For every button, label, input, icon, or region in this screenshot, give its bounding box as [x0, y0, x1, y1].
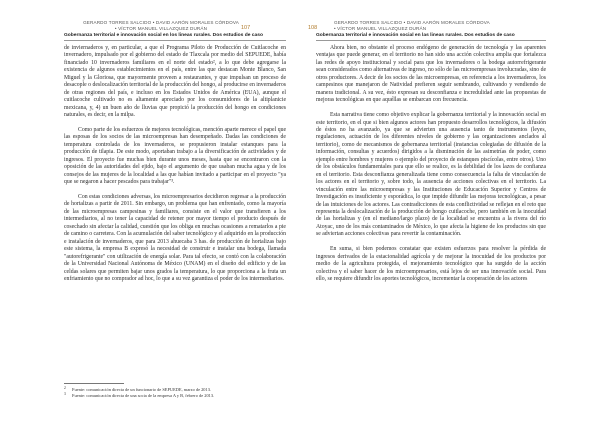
left-header-authors: [64, 20, 286, 32]
left-header-rule: [64, 40, 286, 41]
left-page-number: 107: [241, 25, 251, 31]
right-paragraph-1: Ahora bien, no obstante el proceso endógeno de generación de tecnología y las aparentes ventajas que puede generar, en el territorio no han sido una acción colectiva amplia que fortalezca las redes de apoyo institucional y social para que los invernadores o la bodega autorrefrigerante sean considerados como alternativas de ingreso, no sólo de las microempresas involucradas, sino de otros productores. A decir de los socios de las microempresas, en referencia a los invernaderos, los campesinos que manejaron de Natividad prefieren seguir sembrando, cultivando y vendiendo de manera tradicional. A su vez, ésto expresan su desconfianza e incredulidad ante las propuestas de mejoras tecnológicas en que aquéllas se embarcan con frecuencia.: [316, 45, 546, 104]
footnote-3: 3 Fuente: comunicación directa de una socia de la empresa A y B, febrero de 2013.: [64, 391, 215, 398]
left-paragraph-3: Con estas condiciones adversas, los microempresarios decidieron regresar a la producción de hortalizas a partir de 2011. Sin embargo, un problema que han enfrentado, como la mayoría de las microempresas campesinas y familiares, consiste en el valor que transfieren a los intermediarios, al no tener la capacidad de retener por mayor tiempo el producto después de cosechado sin afectar la calidad, cuestión que los obliga en muchas ocasiones a rematarlos a pie de camino o carretera. Con la acumulación del saber tecnológico y el adquirido en la producción e instalación de invernaderos, que para 2013 ahuecaba 3 has. de producción de hortalizas bajo este sistema, la empresa B expresó la necesidad de construir e instalar una bodega, llamada "autorefrigerante" con utilización de energía solar. Para tal efecto, se contó con la colaboración de la Universidad Nacional Autónoma de México (UNAM) en el diseño del edificio y de las celdas solares que permiten bajar unos grados la temperatura, lo que proporciona a la fruta un enfriamiento que no comprador ad hoc, lo que a su vez garantiza el poder de los intermediarios.: [64, 194, 286, 283]
left-page-header: [64, 20, 286, 39]
left-header-title: Gobernanza territorial e innovación social en los lineas rurales. Dos estudios de caso: [64, 33, 263, 38]
right-paragraph-3: En suma, si bien podemos constatar que existen esfuerzos para resolver la pérdida de ingresos derivados de la estacionalidad agrícola y de mejorar la inocuidad de los productos por medio de la agricultura protegida, el mejoramiento tecnológico que ha surgido de la acción colectiva y el saber hacer de los microempresarios, está lejos de ser una innovación social. Para ello, se requiere difundir los aportes tecnológicos, incrementar la cooperación de los actores: [316, 246, 546, 283]
right-page-header: [316, 20, 546, 39]
right-page-number: 108: [308, 25, 318, 31]
right-header-title: Gobernanza territorial e innovación social en las lineas rurales. Dos estudios de caso: [316, 33, 515, 38]
right-header-authors-line-1: GERARDO TORRES SALCIDO • DAVID AARÓN MORALES CÓRDOVA: [334, 20, 490, 25]
left-paragraph-1: de inviernaderos y, en particular, a que el Programa Piloto de Producción de Cuitlacoche en invernadero, impulsado por el gobierno del estado de Tlaxcala por medio del SEPUEDE, había financiado 10 invernaderos familiares en el norte del estado², a lo que debe agregarse la existencia de algunos establecimientos en el país, entre las que destacan Monte Blanco, San Miguel y la Gloriosa, que mayormente proveen a restaurantes, y que impulsan un proceso de desacople o deslocalización territorial de la producción del hongo, al producirse en invernaderos de otras regiones del país, e incluso en los Estados Unidos de América (EUA), aunque el cuitlacoche cultivado no es altamente apreciado por los consumidores de la altiplanicie mexicana, y, 4) un buen año de lluvias que propició la producción del hongo en condiciones naturales, es decir, en la milpa.: [64, 45, 286, 119]
right-header-rule: [316, 40, 546, 41]
left-footnotes: [64, 383, 286, 399]
footnote-rule: [64, 383, 124, 384]
footnote-2-text: Fuente: comunicación directa de un funcionario de SEPUEDE, marzo de 2013.: [72, 387, 211, 392]
left-header-authors-line-1: GERARDO TORRES SALCIDO • DAVID AARÓN MORALES CÓRDOVA: [83, 20, 239, 25]
footnote-3-text: Fuente: comunicación directa de una socia de la empresa A y B, febrero de 2013.: [72, 393, 215, 398]
footnote-2: 2 Fuente: comunicación directa de un funcionario de SEPUEDE, marzo de 2013.: [64, 385, 211, 392]
right-header-authors: [316, 20, 546, 32]
left-body-text: [64, 45, 286, 291]
right-page: [300, 0, 600, 440]
right-header-authors-line-2: • VÍCTOR MANUEL VILLAZQUEZ DURÁN: [334, 26, 427, 31]
left-paragraph-2: Como parte de los esfuerzos de mejores tecnológicas, mención aparte merece el papel que las esposas de los socios de las microempresas han desempeñado. Dadas las condiciones de temperatura controlada de los invernaderos, se propusieron instalar estanques para la producción de tilapia. De este modo, aportaban trabajo a la diversificación de actividades y de ingresos. El proyecto fue muchas bien durante unos meses, hasta que se encontraron con la oposición de las autoridades del ejido, bajo el argumento de que usaban mucha agua y de los consejos de las mujeres de la localidad a las que habían invitado a participar en el proyecto "ya que se negaron a hacer pescados para trabajar"³.: [64, 126, 286, 186]
right-body-text: [316, 45, 546, 291]
left-header-authors-line-2: • VÍCTOR MANUEL VILLAZQUEZ DURÁN: [114, 26, 208, 31]
right-paragraph-2: Esta narrativa tiene como objetivo explicar la gobernanza territorial y la innovación social en este territorio, en el que si bien algunos actores han propuesto desarrollos tecnológicos, la difusión de éstos no ha avanzado, ya que se advierten una ausencia tanto de instrumentos (leyes, regulaciones, actuación de los diferentes niveles de gobierno y las organizaciones anclados al territorio), como de mecanismos de gobernanza territorial (instancias colegiadas de difusión de la información, consultas y acuerdos) dirigidos a la disminución de las asimetrías de poder, como ejemplo entre hombres y mujeres o ejemplo del proyecto de estanques piscícolas, entre otros). Uno de los obstáculos fundamentales para que ello se realice, es la debilidad de los lazos de confianza en el territorio. Esta desconfianza generalizada tiene como consecuencia la falta de vinculación de los actores en el territorio y, sobre todo, la ausencia de acciones colectivas en el territorio. La vinculación entre las microempresas y las Instituciones de Educación Superior y Centros de Investigación es insuficiente y esporádica, lo que impide difundir las mejoras tecnológicas, a pesar de las intuiciones de los actores. Las contradicciones de esta conflictividad se reflejan en el reto que representa la deslocalización de la producción de hongo cuitlacoche, pero también en la inocuidad de las hortalizas y (en el mediano/largo plazo) de la localidad se encuentra a la rivera del río Atoyac, uno de los más contaminados de México, lo que afecta la higiene de los productos sin que se adviertan acciones colectivas para revertir la contaminación.: [316, 112, 546, 238]
